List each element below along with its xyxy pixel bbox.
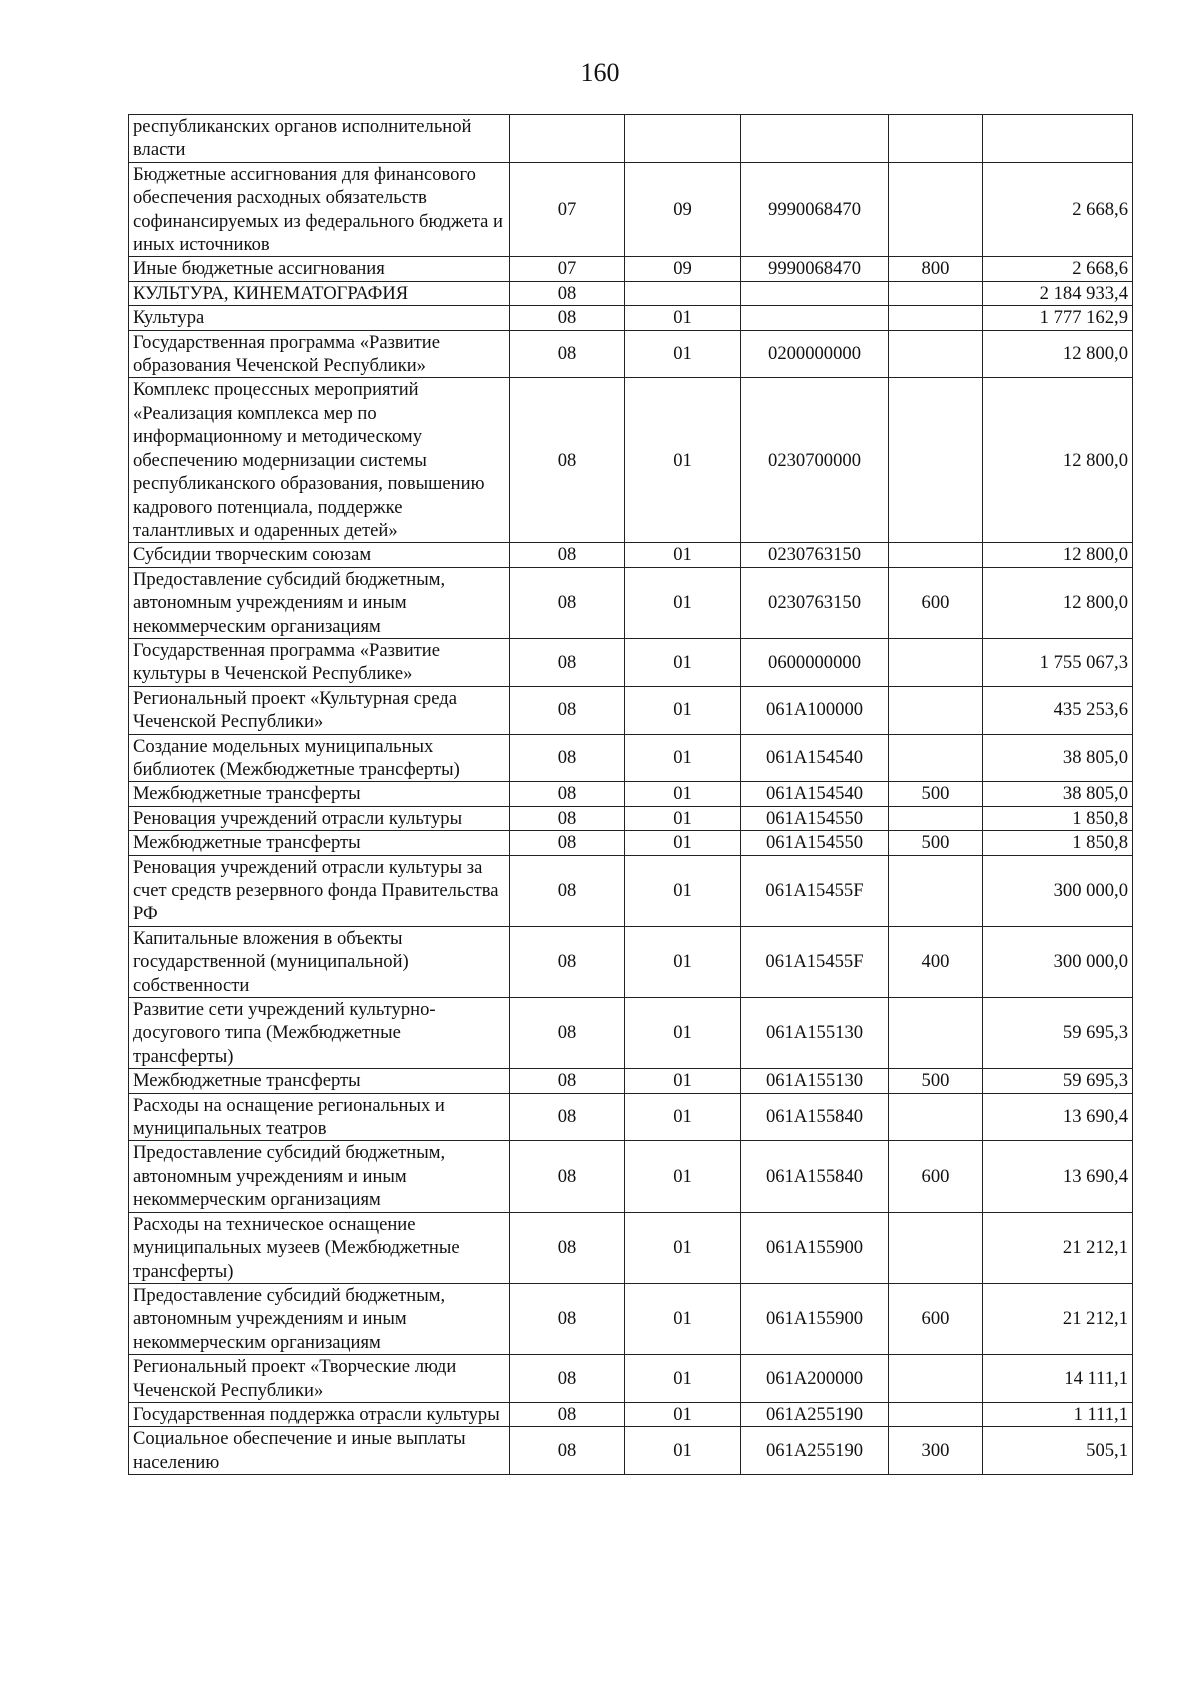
row-name-cell: Государственная поддержка отрасли культуры — [129, 1402, 510, 1426]
section-code-cell: 08 — [510, 998, 625, 1069]
table-row — [129, 567, 1133, 638]
amount-cell: 1 755 067,3 — [983, 638, 1133, 686]
row-name-cell: Расходы на техническое оснащение муниципальных музеев (Межбюджетные трансферты) — [129, 1212, 510, 1283]
table-row — [129, 1355, 1133, 1403]
amount-cell: 12 800,0 — [983, 330, 1133, 378]
amount-cell: 14 111,1 — [983, 1355, 1133, 1403]
section-code-cell: 08 — [510, 782, 625, 806]
target-article-cell: 0230763150 — [741, 543, 889, 567]
target-article-cell: 061A255190 — [741, 1427, 889, 1475]
target-article-cell: 061A155840 — [741, 1093, 889, 1141]
amount-cell: 13 690,4 — [983, 1093, 1133, 1141]
target-article-cell: 0230700000 — [741, 378, 889, 543]
subsection-code-cell: 01 — [625, 1427, 741, 1475]
row-name-cell: Региональный проект «Культурная среда Чеченской Республики» — [129, 686, 510, 734]
target-article-cell: 061A154550 — [741, 831, 889, 855]
row-name-cell: Предоставление субсидий бюджетным, автономным учреждениям и иным некоммерческим организациям — [129, 1283, 510, 1354]
target-article-cell: 061A15455F — [741, 926, 889, 997]
amount-cell: 435 253,6 — [983, 686, 1133, 734]
table-row — [129, 806, 1133, 830]
expense-type-cell — [889, 306, 983, 330]
amount-cell: 38 805,0 — [983, 782, 1133, 806]
target-article-cell: 0600000000 — [741, 638, 889, 686]
row-name-cell: Субсидии творческим союзам — [129, 543, 510, 567]
expense-type-cell: 300 — [889, 1427, 983, 1475]
subsection-code-cell: 01 — [625, 855, 741, 926]
amount-cell: 2 184 933,4 — [983, 281, 1133, 305]
target-article-cell: 061A255190 — [741, 1402, 889, 1426]
table-row — [129, 1212, 1133, 1283]
section-code-cell: 08 — [510, 686, 625, 734]
table-row — [129, 831, 1133, 855]
expense-type-cell — [889, 281, 983, 305]
amount-cell: 1 850,8 — [983, 831, 1133, 855]
target-article-cell — [741, 306, 889, 330]
subsection-code-cell: 01 — [625, 998, 741, 1069]
expense-type-cell — [889, 378, 983, 543]
expense-type-cell: 600 — [889, 1283, 983, 1354]
table-row — [129, 1141, 1133, 1212]
subsection-code-cell: 09 — [625, 257, 741, 281]
table-row — [129, 926, 1133, 997]
table-row — [129, 281, 1133, 305]
section-code-cell: 08 — [510, 831, 625, 855]
subsection-code-cell: 01 — [625, 1069, 741, 1093]
amount-cell: 2 668,6 — [983, 162, 1133, 257]
amount-cell: 59 695,3 — [983, 1069, 1133, 1093]
page-number: 160 — [580, 58, 620, 87]
subsection-code-cell: 01 — [625, 306, 741, 330]
expense-type-cell: 500 — [889, 782, 983, 806]
subsection-code-cell: 01 — [625, 831, 741, 855]
expense-type-cell: 400 — [889, 926, 983, 997]
table-row — [129, 378, 1133, 543]
expense-type-cell: 800 — [889, 257, 983, 281]
subsection-code-cell: 01 — [625, 543, 741, 567]
section-code-cell: 08 — [510, 1427, 625, 1475]
table-row — [129, 998, 1133, 1069]
expense-type-cell — [889, 686, 983, 734]
target-article-cell: 0230763150 — [741, 567, 889, 638]
subsection-code-cell: 01 — [625, 926, 741, 997]
expense-type-cell — [889, 1212, 983, 1283]
section-code-cell: 08 — [510, 926, 625, 997]
row-name-cell: Иные бюджетные ассигнования — [129, 257, 510, 281]
row-name-cell: Межбюджетные трансферты — [129, 782, 510, 806]
section-code-cell: 07 — [510, 162, 625, 257]
row-name-cell: Реновация учреждений отрасли культуры — [129, 806, 510, 830]
target-article-cell: 061A155130 — [741, 1069, 889, 1093]
section-code-cell: 08 — [510, 1069, 625, 1093]
subsection-code-cell: 01 — [625, 1093, 741, 1141]
expense-type-cell — [889, 806, 983, 830]
subsection-code-cell: 01 — [625, 567, 741, 638]
section-code-cell: 08 — [510, 806, 625, 830]
target-article-cell: 061A154540 — [741, 734, 889, 782]
row-name-cell: Бюджетные ассигнования для финансового обеспечения расходных обязательств софинансируемых из федерального бюджета и иных источников — [129, 162, 510, 257]
row-name-cell: Культура — [129, 306, 510, 330]
amount-cell: 38 805,0 — [983, 734, 1133, 782]
subsection-code-cell: 01 — [625, 806, 741, 830]
expense-type-cell — [889, 734, 983, 782]
expense-type-cell — [889, 330, 983, 378]
table-row — [129, 543, 1133, 567]
subsection-code-cell: 01 — [625, 1283, 741, 1354]
subsection-code-cell: 01 — [625, 734, 741, 782]
target-article-cell: 061A154540 — [741, 782, 889, 806]
target-article-cell — [741, 281, 889, 305]
amount-cell: 1 111,1 — [983, 1402, 1133, 1426]
table-row — [129, 686, 1133, 734]
target-article-cell: 061A100000 — [741, 686, 889, 734]
table-row — [129, 782, 1133, 806]
table-row — [129, 1427, 1133, 1475]
row-name-cell: Государственная программа «Развитие культуры в Чеченской Республике» — [129, 638, 510, 686]
subsection-code-cell — [625, 115, 741, 163]
subsection-code-cell: 09 — [625, 162, 741, 257]
row-name-cell: Межбюджетные трансферты — [129, 831, 510, 855]
table-row — [129, 306, 1133, 330]
table-row — [129, 330, 1133, 378]
amount-cell: 300 000,0 — [983, 855, 1133, 926]
amount-cell: 59 695,3 — [983, 998, 1133, 1069]
row-name-cell: Межбюджетные трансферты — [129, 1069, 510, 1093]
section-code-cell: 08 — [510, 567, 625, 638]
expense-type-cell — [889, 998, 983, 1069]
amount-cell: 2 668,6 — [983, 257, 1133, 281]
amount-cell: 12 800,0 — [983, 543, 1133, 567]
row-name-cell: Капитальные вложения в объекты государственной (муниципальной) собственности — [129, 926, 510, 997]
subsection-code-cell: 01 — [625, 638, 741, 686]
target-article-cell: 061A155900 — [741, 1212, 889, 1283]
row-name-cell: Региональный проект «Творческие люди Чеченской Республики» — [129, 1355, 510, 1403]
table-row — [129, 257, 1133, 281]
section-code-cell: 08 — [510, 734, 625, 782]
subsection-code-cell — [625, 281, 741, 305]
amount-cell: 300 000,0 — [983, 926, 1133, 997]
expense-type-cell — [889, 115, 983, 163]
row-name-cell: Предоставление субсидий бюджетным, автономным учреждениям и иным некоммерческим организациям — [129, 567, 510, 638]
row-name-cell: республиканских органов исполнительной власти — [129, 115, 510, 163]
target-article-cell: 061A15455F — [741, 855, 889, 926]
target-article-cell — [741, 115, 889, 163]
table-row — [129, 734, 1133, 782]
expense-type-cell: 500 — [889, 831, 983, 855]
table-row — [129, 162, 1133, 257]
section-code-cell: 08 — [510, 1402, 625, 1426]
amount-cell — [983, 115, 1133, 163]
target-article-cell: 0200000000 — [741, 330, 889, 378]
target-article-cell: 9990068470 — [741, 162, 889, 257]
amount-cell: 13 690,4 — [983, 1141, 1133, 1212]
expense-type-cell — [889, 1355, 983, 1403]
expense-type-cell — [889, 1402, 983, 1426]
section-code-cell: 08 — [510, 1355, 625, 1403]
amount-cell: 21 212,1 — [983, 1283, 1133, 1354]
row-name-cell: Комплекс процессных мероприятий «Реализация комплекса мер по информационному и методическому обеспечению модернизации системы республиканского образования, повышению кадрового потенциала, поддержке талантливых и одаренных детей» — [129, 378, 510, 543]
expense-type-cell — [889, 855, 983, 926]
row-name-cell: Социальное обеспечение и иные выплаты населению — [129, 1427, 510, 1475]
section-code-cell — [510, 115, 625, 163]
row-name-cell: КУЛЬТУРА, КИНЕМАТОГРАФИЯ — [129, 281, 510, 305]
section-code-cell: 08 — [510, 638, 625, 686]
subsection-code-cell: 01 — [625, 330, 741, 378]
section-code-cell: 08 — [510, 378, 625, 543]
table-row — [129, 1069, 1133, 1093]
section-code-cell: 08 — [510, 1141, 625, 1212]
section-code-cell: 07 — [510, 257, 625, 281]
amount-cell: 12 800,0 — [983, 378, 1133, 543]
target-article-cell: 061A154550 — [741, 806, 889, 830]
section-code-cell: 08 — [510, 1093, 625, 1141]
section-code-cell: 08 — [510, 330, 625, 378]
row-name-cell: Реновация учреждений отрасли культуры за счет средств резервного фонда Правительства РФ — [129, 855, 510, 926]
section-code-cell: 08 — [510, 281, 625, 305]
table-row — [129, 638, 1133, 686]
target-article-cell: 061A155130 — [741, 998, 889, 1069]
target-article-cell: 061A155840 — [741, 1141, 889, 1212]
target-article-cell: 061A155900 — [741, 1283, 889, 1354]
section-code-cell: 08 — [510, 1212, 625, 1283]
budget-table — [128, 114, 1133, 1475]
subsection-code-cell: 01 — [625, 1141, 741, 1212]
row-name-cell: Развитие сети учреждений культурно-досугового типа (Межбюджетные трансферты) — [129, 998, 510, 1069]
table-row — [129, 855, 1133, 926]
expense-type-cell: 600 — [889, 1141, 983, 1212]
subsection-code-cell: 01 — [625, 1355, 741, 1403]
expense-type-cell — [889, 543, 983, 567]
expense-type-cell — [889, 638, 983, 686]
section-code-cell: 08 — [510, 855, 625, 926]
row-name-cell: Государственная программа «Развитие образования Чеченской Республики» — [129, 330, 510, 378]
row-name-cell: Предоставление субсидий бюджетным, автономным учреждениям и иным некоммерческим организациям — [129, 1141, 510, 1212]
table-row — [129, 1283, 1133, 1354]
subsection-code-cell: 01 — [625, 378, 741, 543]
table-row — [129, 115, 1133, 163]
expense-type-cell: 600 — [889, 567, 983, 638]
subsection-code-cell: 01 — [625, 1212, 741, 1283]
expense-type-cell — [889, 162, 983, 257]
amount-cell: 505,1 — [983, 1427, 1133, 1475]
subsection-code-cell: 01 — [625, 1402, 741, 1426]
subsection-code-cell: 01 — [625, 686, 741, 734]
target-article-cell: 9990068470 — [741, 257, 889, 281]
expense-type-cell: 500 — [889, 1069, 983, 1093]
target-article-cell: 061A200000 — [741, 1355, 889, 1403]
table-row — [129, 1093, 1133, 1141]
amount-cell: 21 212,1 — [983, 1212, 1133, 1283]
expense-type-cell — [889, 1093, 983, 1141]
table-row — [129, 1402, 1133, 1426]
section-code-cell: 08 — [510, 543, 625, 567]
budget-table-body — [129, 115, 1133, 1475]
section-code-cell: 08 — [510, 1283, 625, 1354]
amount-cell: 12 800,0 — [983, 567, 1133, 638]
subsection-code-cell: 01 — [625, 782, 741, 806]
row-name-cell: Создание модельных муниципальных библиотек (Межбюджетные трансферты) — [129, 734, 510, 782]
amount-cell: 1 850,8 — [983, 806, 1133, 830]
section-code-cell: 08 — [510, 306, 625, 330]
row-name-cell: Расходы на оснащение региональных и муниципальных театров — [129, 1093, 510, 1141]
amount-cell: 1 777 162,9 — [983, 306, 1133, 330]
